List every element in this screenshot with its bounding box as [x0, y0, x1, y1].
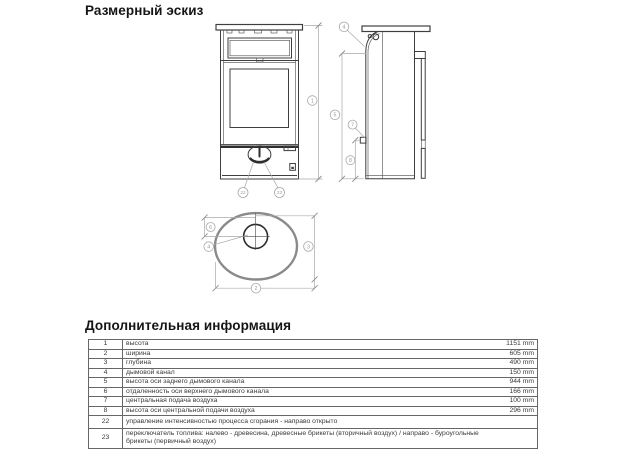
row-number: 8 — [89, 406, 123, 416]
table-row — [89, 416, 538, 429]
table-row — [89, 340, 538, 350]
row-description: глубина — [123, 359, 498, 369]
row-value: 166 mm — [498, 387, 538, 397]
callout-4-top — [204, 235, 248, 251]
table-row — [89, 378, 538, 388]
row-value: 100 mm — [498, 397, 538, 407]
svg-text:8: 8 — [348, 158, 352, 165]
info-section-title: Дополнительная информация — [85, 318, 292, 333]
svg-text:4: 4 — [342, 24, 346, 31]
top-plate — [216, 25, 303, 31]
row-description: дымовой канал — [123, 368, 498, 378]
table-row — [89, 387, 538, 397]
row-number: 7 — [89, 397, 123, 407]
row-description: отдаленность оси верхнего дымового канала — [123, 387, 498, 397]
table-row — [89, 368, 538, 378]
svg-text:23: 23 — [277, 190, 282, 196]
row-description: центральная подача воздуха — [123, 397, 498, 407]
side-body — [366, 32, 415, 179]
central-air-stub — [360, 137, 366, 143]
sketch-section-title: Размерный эскиз — [85, 3, 204, 18]
row-number: 2 — [89, 349, 123, 359]
row-value: 490 mm — [498, 359, 538, 369]
table-row — [89, 406, 538, 416]
svg-text:7: 7 — [351, 122, 355, 129]
row-value: 944 mm — [498, 378, 538, 388]
svg-text:5: 5 — [333, 112, 337, 119]
row-number: 6 — [89, 387, 123, 397]
row-value — [498, 428, 538, 449]
callout-22 — [238, 188, 248, 198]
row-number: 1 — [89, 340, 123, 350]
table-row — [89, 349, 538, 359]
svg-text:1: 1 — [310, 98, 314, 105]
svg-text:4: 4 — [207, 244, 211, 251]
svg-text:2: 2 — [254, 286, 258, 293]
dimension-height — [299, 23, 323, 183]
row-value: 150 mm — [498, 368, 538, 378]
side-panel-lower — [421, 148, 425, 178]
dimension-width — [213, 262, 318, 293]
knob-arc — [250, 158, 269, 162]
side-top-plate — [362, 26, 430, 32]
side-panel-upper — [421, 59, 425, 141]
callout-23 — [275, 188, 285, 198]
warming-compartment-glass — [228, 38, 292, 58]
row-value — [498, 416, 538, 429]
row-value: 605 mm — [498, 349, 538, 359]
front-view — [216, 23, 323, 198]
svg-text:22: 22 — [240, 190, 246, 196]
side-view — [330, 22, 430, 182]
svg-text:6: 6 — [209, 224, 213, 231]
row-description: высота оси заднего дымового канала — [123, 378, 498, 388]
door-glass — [230, 69, 289, 128]
row-description: ширина — [123, 349, 498, 359]
callout-7 — [348, 120, 365, 138]
top-view — [202, 213, 318, 293]
dimension-air-axis — [346, 137, 360, 182]
row-description: высота — [123, 340, 498, 350]
table-row — [89, 359, 538, 369]
row-description: управление интенсивностью процесса сгорания - направо открыто — [123, 416, 498, 429]
callout-4-side — [339, 22, 364, 47]
row-number: 4 — [89, 368, 123, 378]
row-value: 296 mm — [498, 406, 538, 416]
row-value: 1151 mm — [498, 340, 538, 350]
row-description: переключатель топлива: налево - древесина, древесные брикеты (вторичный воздух) / направо - буроугольные брикеты (первичный воздух) — [123, 428, 498, 449]
row-number: 23 — [89, 428, 123, 449]
top-plate-outline — [215, 213, 297, 279]
info-table — [88, 339, 538, 449]
row-description: высота оси центральной подачи воздуха — [123, 406, 498, 416]
side-panel-bracket — [415, 52, 426, 59]
row-number: 3 — [89, 359, 123, 369]
svg-text:3: 3 — [306, 244, 310, 251]
table-row — [89, 397, 538, 407]
row-number: 5 — [89, 378, 123, 388]
table-row — [89, 428, 538, 449]
row-number: 22 — [89, 416, 123, 429]
